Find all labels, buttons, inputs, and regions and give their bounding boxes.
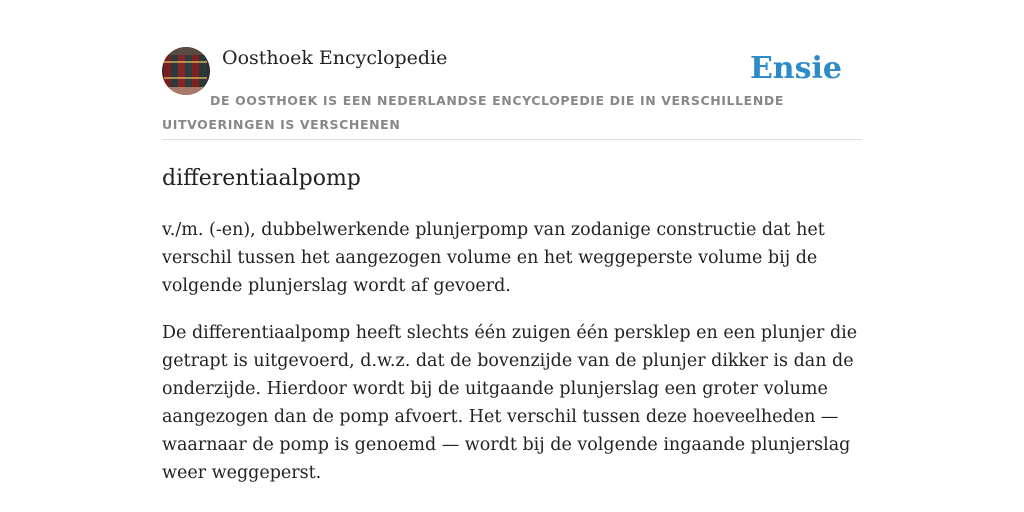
avatar-image xyxy=(162,47,210,95)
entry-title: differentiaalpomp xyxy=(162,166,361,191)
site-tagline: DE OOSTHOEK IS EEN NEDERLANDSE ENCYCLOPEDIE DIE IN VERSCHILLENDE UITVOERINGEN IS VERSCHENEN xyxy=(162,93,784,132)
encyclopedia-books-icon[interactable] xyxy=(162,47,210,95)
header-divider xyxy=(162,139,862,140)
entry-paragraph-explanation: De differentiaalpomp heeft slechts één zuigen één persklep en een plunjer die getrapt is uitgevoerd, d.w.z. dat de bovenzijde van de plunjer dikker is dan de onderzijde. Hierdoor wordt bij de uitgaande plunjerslag een groter volume aangezogen dan de pomp afvoert. Het verschil tussen deze hoeveelheden — waarnaar de pomp is genoemd — wordt bij de volgende ingaande plunjerslag weer weggeperst. xyxy=(162,323,858,483)
entry-body xyxy=(162,216,862,506)
entry-paragraph-definition: v./m. (-en), dubbelwerkende plunjerpomp van zodanige constructie dat het verschil tussen het aangezogen volume en het weggeperste volume bij de volgende plunjerslag wordt af gevoerd. xyxy=(162,220,825,296)
brand-logo[interactable]: Ensie xyxy=(749,51,842,86)
site-title[interactable]: Oosthoek Encyclopedie xyxy=(222,47,448,69)
